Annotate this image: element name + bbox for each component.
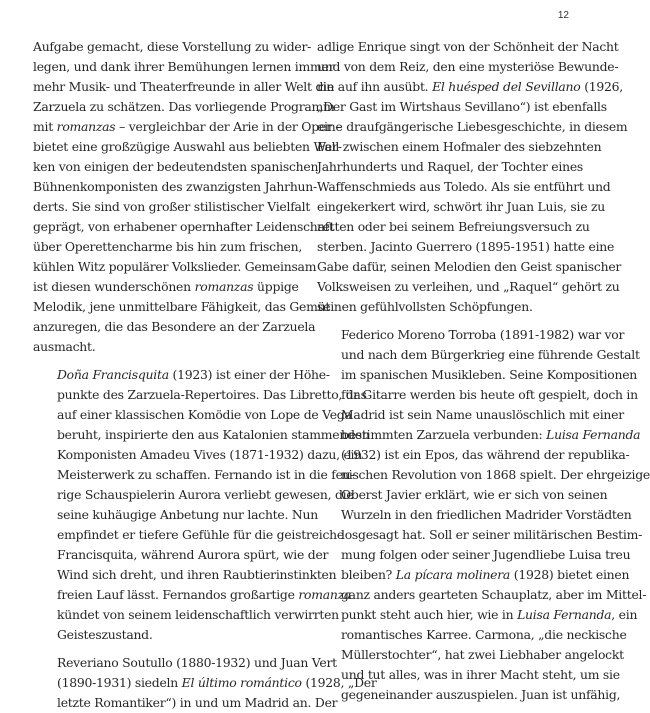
body-text: für Gitarre werden bis heute oft gespielt, doch in bbox=[341, 387, 638, 402]
body-text: (1926, bbox=[580, 79, 623, 94]
body-text: Müllerstochter“, hat zwei Liebhaber angelockt bbox=[341, 647, 624, 662]
body-text: über Operettencharme bis hin zum frischen, bbox=[33, 239, 303, 254]
body-text: letzte Romantiker“) in und um Madrid an. Der bbox=[57, 695, 338, 710]
right-column bbox=[317, 37, 650, 705]
text-line bbox=[317, 97, 607, 117]
text-line bbox=[317, 217, 590, 237]
text-line bbox=[317, 585, 647, 605]
body-text: legen, und dank ihrer Bemühungen lernen immer bbox=[33, 59, 335, 74]
text-line bbox=[33, 117, 342, 137]
body-text: Jahrhunderts und Raquel, der Tochter eines bbox=[317, 159, 584, 174]
body-text: geprägt, von erhabener opernhafter Leidenschaft bbox=[33, 219, 334, 234]
text-line bbox=[317, 257, 622, 277]
body-text: Wurzeln in den friedlichen Madrider Vorstädten bbox=[341, 507, 632, 522]
text-line bbox=[33, 237, 303, 257]
italic-title-text: La pícara molinera bbox=[395, 567, 511, 582]
body-text: mung folgen oder seiner Jugendliebe Luisa treu bbox=[341, 547, 631, 562]
text-line bbox=[33, 177, 317, 197]
body-text: bestimmten Zarzuela verbunden: bbox=[341, 427, 547, 442]
text-line bbox=[317, 237, 615, 257]
italic-title-text: Doña Francisquita bbox=[57, 367, 169, 382]
text-line bbox=[317, 645, 624, 665]
body-text: bietet eine großzügige Auswahl aus beliebten Wer- bbox=[33, 139, 342, 154]
body-text: kündet von seinem leidenschaftlich verwirrten bbox=[57, 607, 339, 622]
body-text: und tut alles, was in ihrer Macht steht, um sie bbox=[341, 667, 620, 682]
body-text: bleiben? bbox=[341, 567, 396, 582]
text-line bbox=[317, 545, 631, 565]
text-line bbox=[33, 485, 354, 505]
body-text: freien Lauf lässt. Fernandos großartige bbox=[57, 587, 299, 602]
paragraph bbox=[317, 325, 650, 705]
text-line bbox=[33, 37, 312, 57]
paragraph bbox=[33, 653, 377, 713]
body-text: im spanischen Musikleben. Seine Kompositionen bbox=[341, 367, 638, 382]
text-line bbox=[317, 325, 625, 345]
paragraph bbox=[317, 37, 628, 317]
body-text: – vergleichbar der Arie in der Oper – bbox=[115, 119, 342, 134]
text-line bbox=[33, 97, 335, 117]
body-text: eine draufgängerische Liebesgeschichte, in diesem bbox=[317, 119, 628, 134]
text-line bbox=[33, 653, 337, 673]
text-line bbox=[33, 545, 329, 565]
text-line bbox=[317, 37, 619, 57]
body-text: Geisteszustand. bbox=[57, 627, 153, 642]
body-text: mehr Musik- und Theaterfreunde in aller Welt die bbox=[33, 79, 334, 94]
body-text: kühlen Witz populärer Volkslieder. Gemeinsam bbox=[33, 259, 317, 274]
text-line bbox=[33, 565, 337, 585]
text-line bbox=[317, 605, 638, 625]
body-text: Volksweisen zu verleihen, und „Raquel“ gehört zu bbox=[317, 279, 620, 294]
body-text: gegeneinander auszuspielen. Juan ist unfähig, bbox=[341, 687, 621, 702]
text-line bbox=[317, 685, 621, 705]
text-line bbox=[33, 505, 318, 525]
text-line bbox=[33, 365, 330, 385]
body-text: und von dem Reiz, den eine mysteriöse Bewunde- bbox=[317, 59, 619, 74]
body-text: rige Schauspielerin Aurora verliebt gewesen, die bbox=[57, 487, 354, 502]
body-text: Federico Moreno Torroba (1891-1982) war vor bbox=[341, 327, 625, 342]
text-line bbox=[33, 197, 311, 217]
page-number: 12 bbox=[557, 10, 569, 21]
body-text: ist diesen wunderschönen bbox=[33, 279, 195, 294]
text-line bbox=[33, 693, 338, 713]
body-text: punkt steht auch hier, wie in bbox=[341, 607, 518, 622]
body-text: (1928) bietet einen bbox=[510, 567, 630, 582]
body-text: losgesagt hat. Soll er seiner militärischen Bestim- bbox=[341, 527, 643, 542]
body-text: „Der Gast im Wirtshaus Sevillano“) ist ebenfalls bbox=[317, 99, 607, 114]
text-line bbox=[317, 77, 623, 97]
text-line bbox=[317, 665, 620, 685]
body-text: retten oder bei seinem Befreiungsversuch zu bbox=[317, 219, 590, 234]
body-text: empfindet er tiefere Gefühle für die geistreiche bbox=[57, 527, 344, 542]
text-line bbox=[317, 565, 630, 585]
body-text: und nach dem Bürgerkrieg eine führende Gestalt bbox=[341, 347, 640, 362]
text-line bbox=[317, 425, 641, 445]
italic-title-text: romanza bbox=[298, 587, 352, 602]
text-line bbox=[317, 405, 624, 425]
text-line bbox=[317, 505, 632, 525]
body-text: Oberst Javier erklärt, wie er sich von seinen bbox=[341, 487, 608, 502]
body-text: ausmacht. bbox=[33, 339, 96, 354]
body-text: nischen Revolution von 1868 spielt. Der ehrgeizige bbox=[341, 467, 650, 482]
text-line bbox=[317, 137, 602, 157]
body-text: ganz anders gearteten Schauplatz, aber im Mittel- bbox=[341, 587, 647, 602]
text-line bbox=[33, 257, 317, 277]
body-text: mit bbox=[33, 119, 57, 134]
text-line bbox=[33, 77, 334, 97]
text-line bbox=[33, 157, 319, 177]
paragraph bbox=[33, 37, 342, 357]
text-line bbox=[33, 385, 367, 405]
body-text: , ein bbox=[611, 607, 638, 622]
text-line bbox=[33, 405, 352, 425]
text-line bbox=[317, 525, 643, 545]
text-line bbox=[33, 137, 342, 157]
body-text: Gabe dafür, seinen Melodien den Geist spanischer bbox=[317, 259, 622, 274]
body-text: Madrid ist sein Name unauslöschlich mit einer bbox=[341, 407, 624, 422]
body-text: Fall zwischen einem Hofmaler des siebzehnten bbox=[317, 139, 602, 154]
body-text: ken von einigen der bedeutendsten spanischen bbox=[33, 159, 319, 174]
body-text: Zarzuela zu schätzen. Das vorliegende Programm bbox=[33, 99, 335, 114]
body-text: beruht, inspirierte den aus Katalonien stammenden bbox=[57, 427, 370, 442]
text-line bbox=[317, 57, 619, 77]
body-text: derts. Sie sind von großer stilistischer Vielfalt bbox=[33, 199, 311, 214]
body-text: rin auf ihn ausübt. bbox=[317, 79, 433, 94]
text-line bbox=[317, 625, 627, 645]
text-line bbox=[317, 385, 638, 405]
text-line bbox=[33, 465, 355, 485]
text-line bbox=[317, 157, 584, 177]
body-text: (1923) ist einer der Höhe- bbox=[168, 367, 330, 382]
body-text: (1890-1931) siedeln bbox=[57, 675, 182, 690]
italic-title-text: Luisa Fernanda bbox=[546, 427, 641, 442]
text-line bbox=[33, 277, 299, 297]
body-text: (1932) ist ein Epos, das während der republika- bbox=[341, 447, 630, 462]
text-line bbox=[317, 177, 611, 197]
body-text: Komponisten Amadeu Vives (1871-1932) dazu, ein bbox=[57, 447, 362, 462]
body-text: seine kuhäugige Anbetung nur lachte. Nun bbox=[57, 507, 318, 522]
text-line bbox=[33, 317, 316, 337]
text-line bbox=[33, 57, 335, 77]
body-text: eingekerkert wird, schwört ihr Juan Luis, sie zu bbox=[317, 199, 606, 214]
text-line bbox=[33, 585, 352, 605]
text-line bbox=[317, 297, 580, 317]
body-text: Meisterwerk zu schaffen. Fernando ist in die feu- bbox=[57, 467, 355, 482]
text-line bbox=[317, 277, 620, 297]
text-line bbox=[33, 217, 334, 237]
text-line bbox=[33, 605, 339, 625]
text-line bbox=[33, 673, 377, 693]
body-text: Wind sich dreht, und ihren Raubtierinstinkten bbox=[57, 567, 337, 582]
text-line bbox=[317, 345, 640, 365]
body-text: Francisquita, während Aurora spürt, wie der bbox=[57, 547, 329, 562]
italic-title-text: Luisa Fernanda bbox=[517, 607, 612, 622]
body-text: üppige bbox=[253, 279, 299, 294]
body-text: adlige Enrique singt von der Schönheit der Nacht bbox=[317, 39, 619, 54]
text-line bbox=[33, 297, 331, 317]
text-line bbox=[33, 525, 344, 545]
italic-title-text: El huésped del Sevillano bbox=[432, 79, 581, 94]
body-text: Reveriano Soutullo (1880-1932) und Juan Vert bbox=[57, 655, 337, 670]
body-text: Melodik, jene unmittelbare Fähigkeit, das Gemüt bbox=[33, 299, 331, 314]
body-text: seinen gefühlvollsten Schöpfungen. bbox=[317, 299, 533, 314]
italic-title-text: El último romántico bbox=[181, 675, 302, 690]
body-text: sterben. Jacinto Guerrero (1895-1951) hatte eine bbox=[317, 239, 615, 254]
italic-title-text: romanzas bbox=[56, 119, 116, 134]
body-text: romantisches Karree. Carmona, „die neckische bbox=[341, 627, 627, 642]
text-line bbox=[317, 465, 650, 485]
body-text: (1928, „Der bbox=[301, 675, 377, 690]
text-line bbox=[33, 625, 296, 645]
body-text: punkte des Zarzuela-Repertoires. Das Libretto, das bbox=[57, 387, 367, 402]
body-text: Aufgabe gemacht, diese Vorstellung zu wider- bbox=[33, 39, 312, 54]
text-line bbox=[33, 425, 370, 445]
text-line bbox=[317, 445, 630, 465]
text-line bbox=[33, 445, 362, 465]
text-line bbox=[33, 337, 296, 357]
body-text: anzuregen, die das Besondere an der Zarzuela bbox=[33, 319, 316, 334]
text-line bbox=[317, 485, 608, 505]
text-line bbox=[317, 117, 628, 137]
body-text: Bühnenkomponisten des zwanzigsten Jahrhun- bbox=[33, 179, 317, 194]
text-line bbox=[317, 365, 638, 385]
body-text: Waffenschmieds aus Toledo. Als sie entführt und bbox=[317, 179, 611, 194]
body-text: auf einer klassischen Komödie von Lope de Vega bbox=[57, 407, 352, 422]
text-line bbox=[317, 197, 606, 217]
italic-title-text: romanzas bbox=[194, 279, 254, 294]
